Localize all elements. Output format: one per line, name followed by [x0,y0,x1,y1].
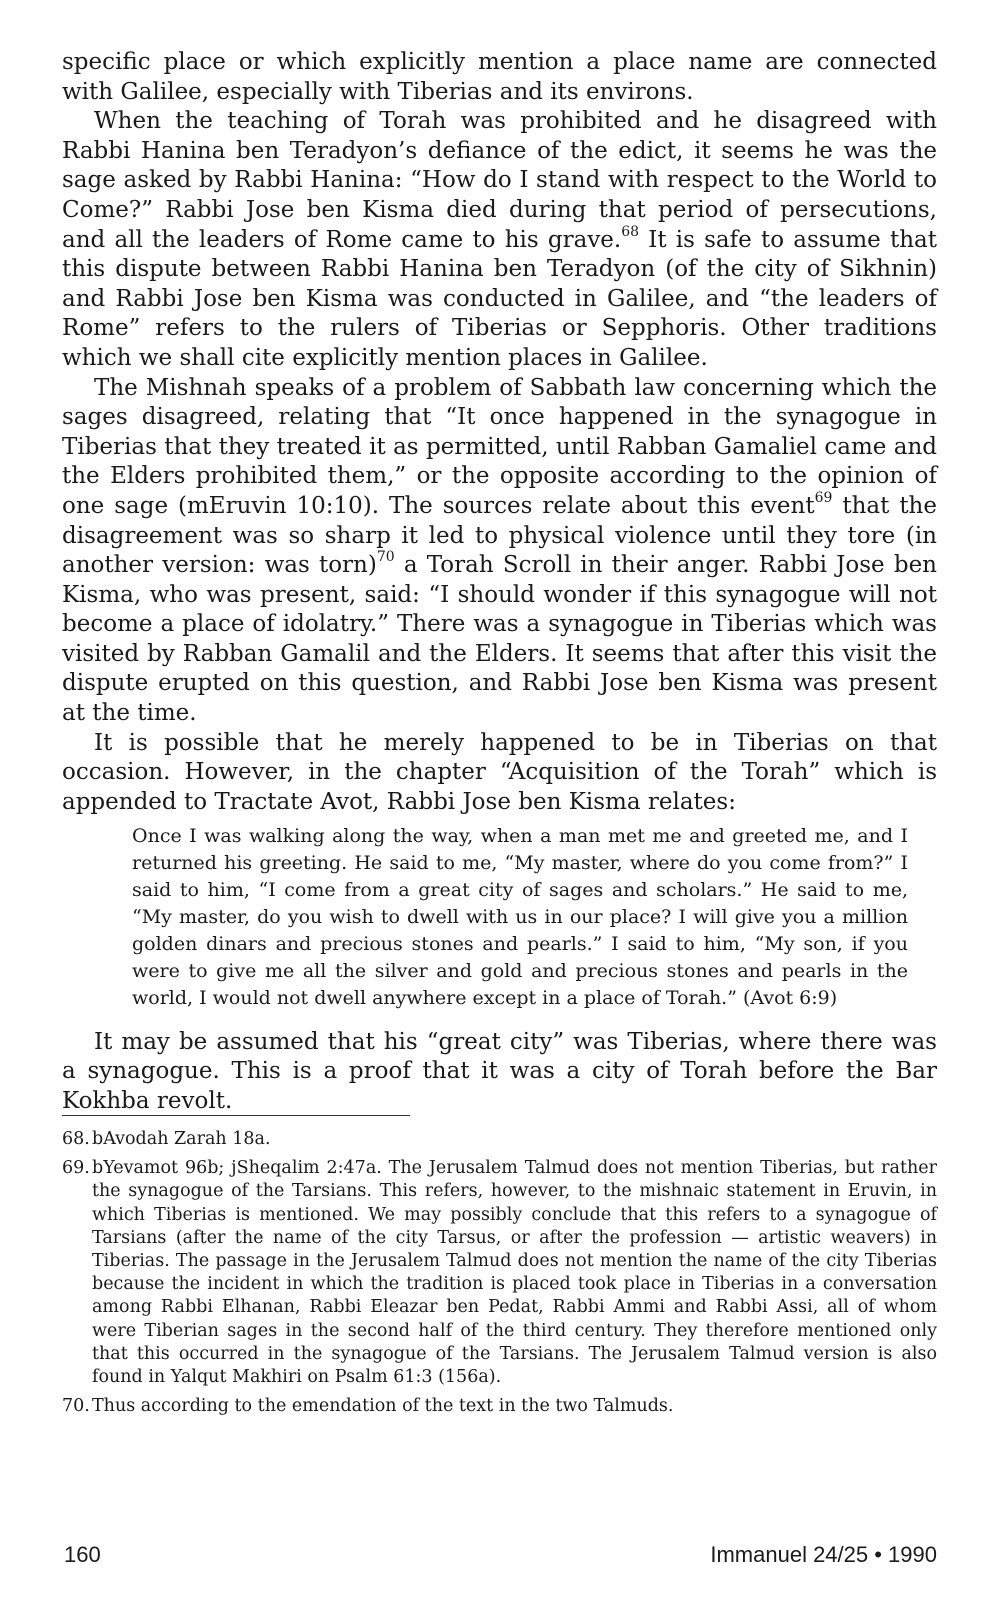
paragraph-1: specific place or which explicitly mention a place name are connected with Galilee, especially with Tiberias and its environs. [62,49,937,105]
page-number: 160 [64,1542,101,1567]
paragraph-3-text-a: The Mishnah speaks of a problem of Sabbath law concerning which the sages disagreed, relating that “It once happened in the synagogue in Tiberias that they treated it as permitted, until Rabban Gamaliel came and the Elders prohibited them,” or the opposite according to the opinion of one sage (mEruvin 10:10). The sources relate about this event [62,374,937,519]
paragraph-4: It is possible that he merely happened to be in Tiberias on that occasion. However, in the chapter “Acquisition of the Torah” which is appended to Tractate Avot, Rabbi Jose ben Kisma relates: [62,729,937,815]
footnote-number: 68. [62,1129,90,1149]
block-quote: Once I was walking along the way, when a man met me and greeted me, and I returned his greeting. He said to me, “My master, where do you come from?” I said to him, “I come from a great city of sages and scholars.” He said to me, “My master, do you wish to dwell with us in our place? I will give you a million golden dinars and precious stones and pearls.” I said to him, “My son, if you were to give me all the silver and gold and precious stones and pearls in the world, I would not dwell anywhere except in a place of Torah.” (Avot 6:9) [132,825,908,1009]
paragraph-2-text-b: It is safe to assume that this dispute between Rabbi Hanina ben Teradyon (of the city of Sikhnin) and Rabbi Jose ben Kisma was conducted in Galilee, and “the leaders of Rome” refers to the rulers of Tiberias or Sepphoris. Other traditions which we shall cite explicitly mention places in Galilee. [62,226,937,371]
footnote-divider [62,1115,410,1116]
footnote-ref-70[interactable]: 70 [376,549,395,566]
paragraph-3-text-c: a Torah Scroll in their anger. Rabbi Jose ben Kisma, who was present, said: “I should wonder if this synagogue will not become a place of idolatry.” There was a synagogue in Tiberias which was visited by Rabban Gamalil and the Elders. It seems that after this visit the dispute erupted on this question, and Rabbi Jose ben Kisma was present at the time. [62,552,937,727]
footnote-70 [62,1395,937,1418]
footnote-69 [62,1157,937,1389]
footnote-ref-68[interactable]: 68 [621,223,640,240]
paragraph-3-text-b: that the disagreement was so sharp it led to physical violence until they tore (in another version: was torn) [62,492,937,579]
paragraph-2 [62,107,937,373]
footnote-ref-69[interactable]: 69 [814,490,833,507]
paragraph-3 [62,374,937,729]
footnote-number: 69. [62,1158,90,1179]
main-text [62,48,937,1117]
footnote-text: bAvodah Zarah 18a. [92,1129,271,1149]
footnote-68 [62,1128,937,1151]
paragraph-5: It may be assumed that his “great city” was Tiberias, where there was a synagogue. This is a proof that it was a city of Torah before the Bar Kokhba revolt. [62,1028,937,1114]
paragraph-2-text-a: When the teaching of Torah was prohibited and he disagreed with Rabbi Hanina ben Teradyon’s defiance of the edict, it seems he was the sage asked by Rabbi Hanina: “How do I stand with respect to the World to Come?” Rabbi Jose ben Kisma died during that period of persecutions, and all the leaders of Rome came to his grave. [62,108,937,253]
footnotes [62,1128,937,1424]
footnote-number: 70. [62,1396,90,1417]
footnote-text: bYevamot 96b; jSheqalim 2:47a. The Jerusalem Talmud does not mention Tiberias, but rather the synagogue of the Tarsians. This refers, however, to the mishnaic statement in Eruvin, in which Tiberias is mentioned. We may possibly conclude that this refers to a synagogue of Tarsians (after the name of the city Tarsus, or after the profession — artistic weavers) in Tiberias. The passage in the Jerusalem Talmud does not mention the name of the city Tiberias because the incident in which the tradition is placed took place in Tiberias in a conversation among Rabbi Elhanan, Rabbi Eleazar ben Pedat, Rabbi Ammi and Rabbi Assi, all of whom were Tiberian sages in the second half of the third century. They therefore mentioned only that this occurred in the synagogue of the Tarsians. The Jerusalem Talmud version is also found in Yalqut Makhiri on Psalm 61:3 (156a). [92,1158,937,1388]
journal-citation: Immanuel 24/25 • 1990 [710,1542,937,1567]
footnote-text: Thus according to the emendation of the text in the two Talmuds. [92,1396,674,1417]
